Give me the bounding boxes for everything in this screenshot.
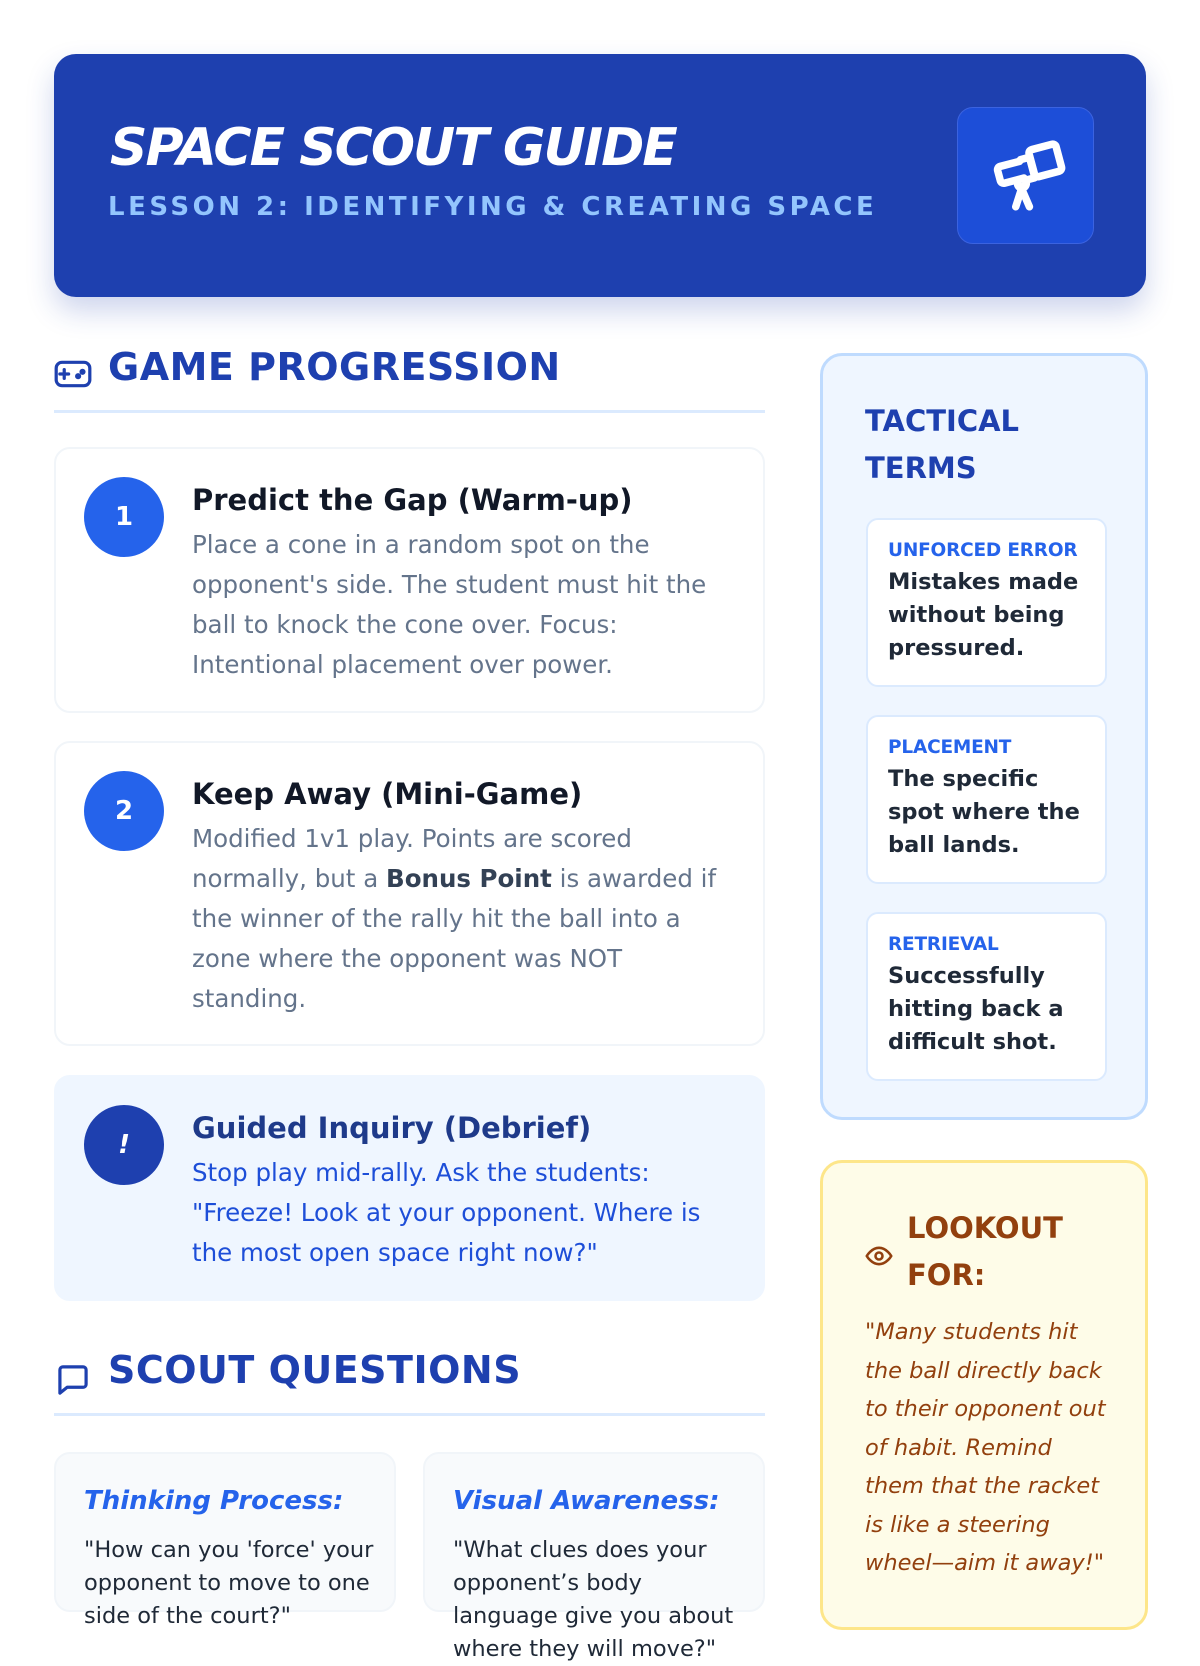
question-card <box>423 1452 765 1662</box>
step-description <box>192 819 732 1019</box>
question-card <box>54 1452 396 1629</box>
step-title: Predict the Gap (Warm-up) <box>192 483 633 517</box>
inquiry-marker: ! <box>84 1105 164 1185</box>
lesson-subtitle: LESSON 2: IDENTIFYING & CREATING SPACE <box>108 192 878 222</box>
term-definition: Successfully hitting back a difficult shot. <box>888 963 1064 1055</box>
step-description: Stop play mid-rally. Ask the students: "Freeze! Look at your opponent. Where is the most open space right now?" <box>192 1158 701 1267</box>
step-description: Place a cone in a random spot on the opponent's side. The student must hit the ball to knock the cone over. Focus: Intentional placement over power. <box>192 530 707 679</box>
term-definition: The specific spot where the ball lands. <box>888 766 1080 858</box>
page-title: SPACE SCOUT GUIDE <box>110 118 676 178</box>
term-definition: Mistakes made without being pressured. <box>888 569 1079 661</box>
progression-heading-label: GAME PROGRESSION <box>108 345 561 389</box>
chat-bubble-icon <box>54 1364 92 1396</box>
step-number: 1 <box>84 477 164 557</box>
term-name: UNFORCED ERROR <box>888 540 1078 561</box>
lookout-heading: LOOKOUT FOR: <box>907 1211 1063 1292</box>
question-text: "What clues does your opponent’s body language give you about where they will move?" <box>453 1537 734 1662</box>
step-card <box>54 447 765 713</box>
term-card <box>866 912 1107 1081</box>
question-text: "How can you 'force' your opponent to move to one side of the court?" <box>84 1537 374 1629</box>
inquiry-card <box>54 1075 765 1301</box>
gamepad-icon <box>54 359 92 389</box>
progression-heading <box>54 345 765 413</box>
term-card <box>866 715 1107 884</box>
term-card <box>866 518 1107 687</box>
term-name: PLACEMENT <box>888 737 1012 758</box>
eye-icon <box>865 1245 893 1267</box>
question-title: Visual Awareness: <box>453 1486 720 1516</box>
step-card <box>54 741 765 1046</box>
terms-heading: TACTICAL TERMS <box>865 404 1020 485</box>
telescope-icon <box>985 135 1067 217</box>
tactical-terms-panel <box>820 353 1148 1120</box>
lookout-quote: "Many students hit the ball directly back to their opponent out of habit. Remind them that the racket is like a steering wheel—aim it away!" <box>865 1319 1106 1576</box>
question-title: Thinking Process: <box>84 1486 344 1516</box>
lookout-panel <box>820 1160 1148 1630</box>
bonus-point-emphasis: Bonus Point <box>386 864 552 893</box>
questions-heading-label: SCOUT QUESTIONS <box>108 1348 522 1392</box>
step-text: is awarded if the winner of the rally hit the ball into a zone where the opponent was NOT standing. <box>192 864 717 1013</box>
step-title: Guided Inquiry (Debrief) <box>192 1111 592 1145</box>
term-name: RETRIEVAL <box>888 934 999 955</box>
header-badge <box>957 107 1094 244</box>
step-text: Modified 1v1 play. Points are scored normally, but a <box>192 824 632 893</box>
step-title: Keep Away (Mini-Game) <box>192 777 583 811</box>
guide-header <box>54 54 1146 297</box>
step-number: 2 <box>84 771 164 851</box>
questions-heading <box>54 1348 765 1416</box>
